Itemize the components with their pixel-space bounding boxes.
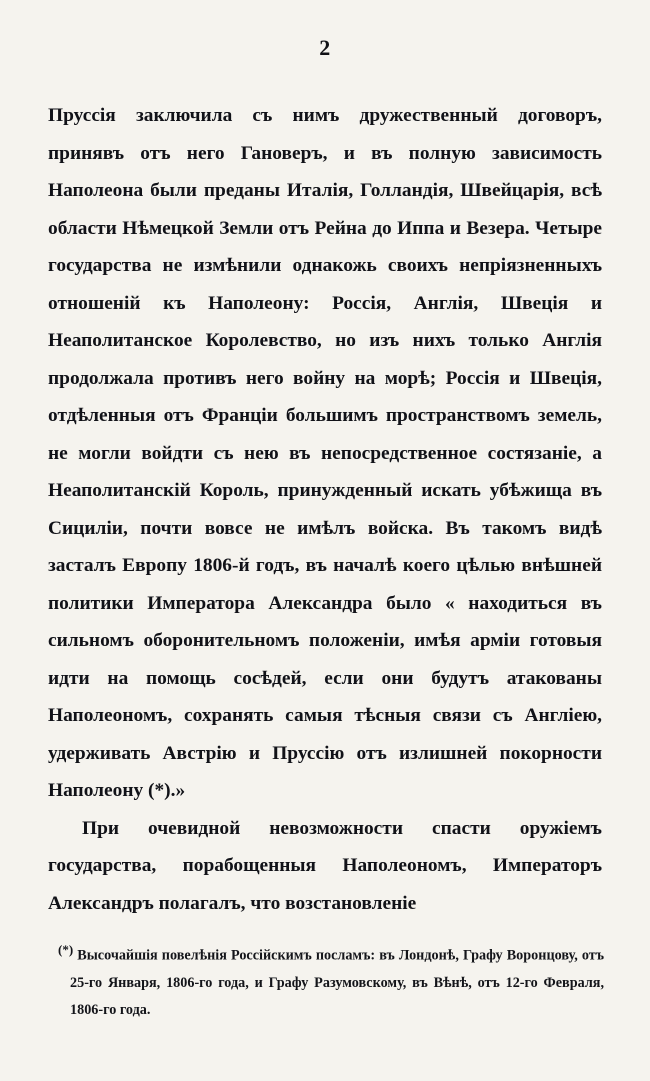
footnotes: [58, 936, 604, 1024]
footnote-marker: (*): [58, 942, 74, 957]
page-number: 2: [319, 35, 331, 60]
body-text: [48, 97, 602, 922]
footnote-text: Высочайшія повелѣнія Россійскимъ посламъ: въ Лондонѣ, Графу Воронцову, отъ 25-го Января, 1806-го года, и Графу Разумовскому, въ Вѣнѣ, отъ 12-го Февраля, 1806-го года.: [70, 947, 604, 1018]
paragraph-2: При очевидной невозможности спасти оружіемъ государства, порабощенныя Наполеономъ, Императоръ Александръ полагалъ, что возстановленіе: [48, 817, 602, 914]
footnote-1: [58, 936, 604, 1024]
paragraph-1: Пруссія заключила съ нимъ дружественный договоръ, принявъ отъ него Гановеръ, и въ полную зависимость Наполеона были преданы Италія, Голландія, Швейцарія, всѣ области Нѣмецкой Земли отъ Рейна до Иппа и Везера. Четыре государства не измѣнили однакожь своихъ непріязненныхъ отношеній къ Наполеону: Россія, Англія, Швеція и Неаполитанское Королевство, но изъ нихъ только Англія продолжала противъ него войну на морѣ; Россія и Швеція, отдѣленныя отъ Франціи большимъ пространствомъ земель, не могли войдти съ нею въ непосредственное состязаніе, а Неаполитанскій Король, принужденный искать убѣжища въ Сициліи, почти вовсе не имѣлъ войска. Въ такомъ видѣ засталъ Европу 1806-й годъ, въ началѣ коего цѣлью внѣшней политики Императора Александра было « находиться въ сильномъ оборонительномъ положеніи, имѣя арміи готовыя идти на помощь сосѣдей, если они будутъ атакованы Наполеономъ, сохранять самыя тѣсныя связи съ Англіею, удерживать Австрію и Пруссію отъ излишней покорности Наполеону (*).»: [48, 105, 602, 801]
